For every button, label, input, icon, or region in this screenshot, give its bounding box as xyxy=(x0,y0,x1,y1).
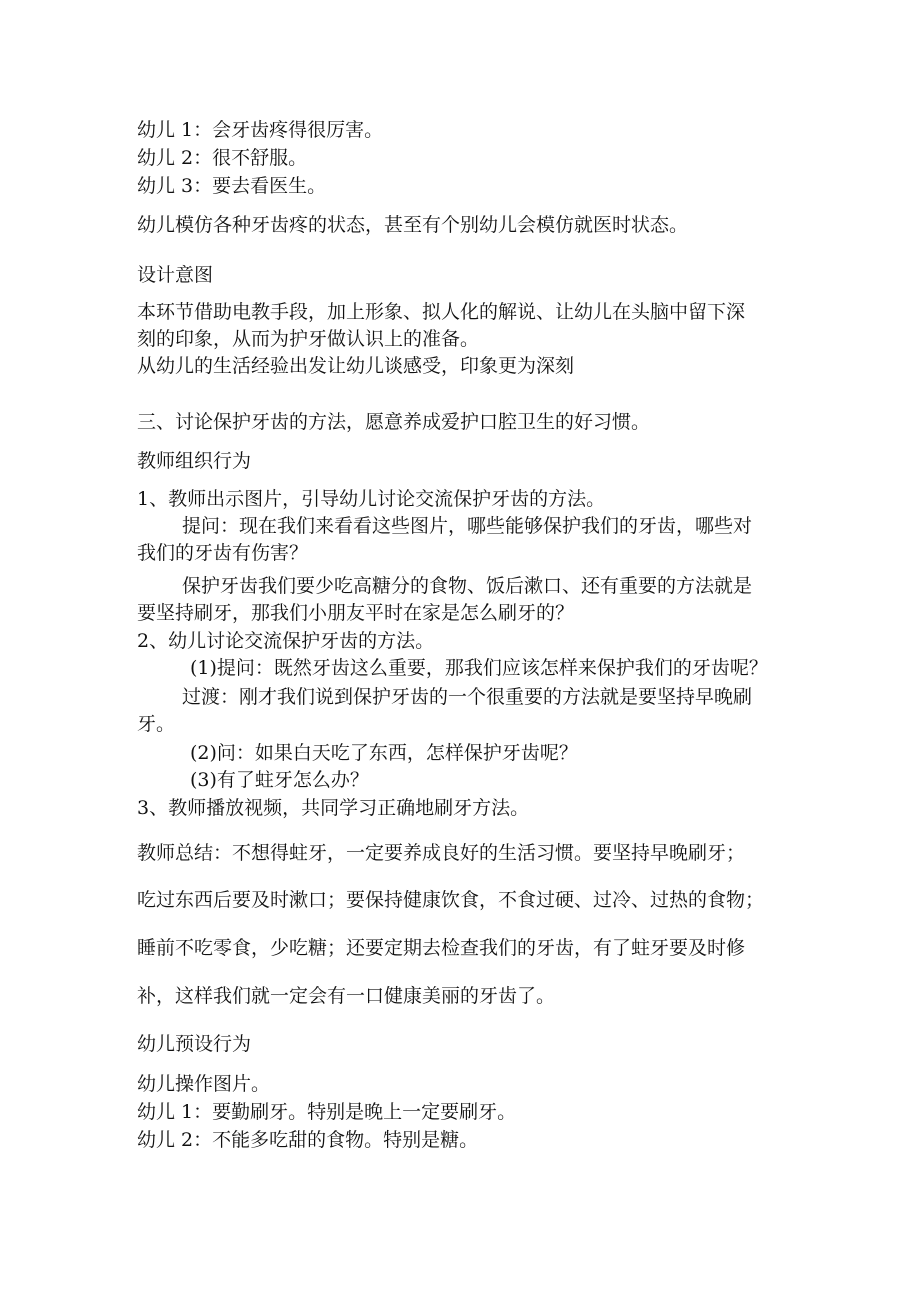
design-intent-line-1: 本环节借助电教手段，加上形象、拟人化的解说、让幼儿在头脑中留下深 xyxy=(137,301,746,323)
transition-line-2: 牙。 xyxy=(137,713,176,735)
design-intent-heading: 设计意图 xyxy=(137,264,214,286)
step-2: 2、幼儿讨论交流保护牙齿的方法。 xyxy=(137,630,435,652)
children-imitation-note: 幼儿模仿各种牙齿疼的状态，甚至有个别幼儿会模仿就医时状态。 xyxy=(137,214,689,236)
sub-question-2: (2)问：如果白天吃了东西，怎样保护牙齿呢？ xyxy=(190,742,578,764)
step-3: 3、教师播放视频，共同学习正确地刷牙方法。 xyxy=(137,797,530,819)
teacher-summary-line-3: 睡前不吃零食，少吃糖；还要定期去检查我们的牙齿，有了蛀牙要及时修 xyxy=(137,937,746,959)
question-line-1: 提问：现在我们来看看这些图片，哪些能够保护我们的牙齿，哪些对 xyxy=(182,515,753,537)
design-intent-line-3: 从幼儿的生活经验出发让幼儿谈感受，印象更为深刻 xyxy=(137,355,575,377)
child-1-response: 幼儿 1：会牙齿疼得很厉害。 xyxy=(137,119,384,141)
design-intent-line-2: 刻的印象，从而为护牙做认识上的准备。 xyxy=(137,328,480,350)
children-preset-heading: 幼儿预设行为 xyxy=(137,1033,252,1055)
protect-teeth-line-1: 保护牙齿我们要少吃高糖分的食物、饭后漱口、还有重要的方法就是 xyxy=(182,575,753,597)
children-operate-pictures: 幼儿操作图片。 xyxy=(137,1073,271,1095)
child-3-response: 幼儿 3：要去看医生。 xyxy=(137,175,327,197)
step-1: 1、教师出示图片，引导幼儿讨论交流保护牙齿的方法。 xyxy=(137,488,606,510)
question-line-2: 我们的牙齿有伤害？ xyxy=(137,542,309,564)
sub-question-3: (3)有了蛀牙怎么办？ xyxy=(190,769,369,791)
child-2-response: 幼儿 2：很不舒服。 xyxy=(137,147,308,169)
child-2-answer: 幼儿 2：不能多吃甜的食物。特别是糖。 xyxy=(137,1129,479,1151)
transition-line-1: 过渡：刚才我们说到保护牙齿的一个很重要的方法就是要坚持早晚刷 xyxy=(182,686,753,708)
teacher-behavior-heading: 教师组织行为 xyxy=(137,450,252,472)
section-three-heading: 三、讨论保护牙齿的方法，愿意养成爱护口腔卫生的好习惯。 xyxy=(137,411,651,433)
sub-question-1: (1)提问：既然牙齿这么重要，那我们应该怎样来保护我们的牙齿呢？ xyxy=(190,657,768,679)
teacher-summary-line-2: 吃过东西后要及时漱口；要保持健康饮食，不食过硬、过冷、过热的食物； xyxy=(137,889,765,911)
teacher-summary-line-4: 补，这样我们就一定会有一口健康美丽的牙齿了。 xyxy=(137,985,556,1007)
teacher-summary-line-1: 教师总结：不想得蛀牙，一定要养成良好的生活习惯。要坚持早晚刷牙； xyxy=(137,842,746,864)
protect-teeth-line-2: 要坚持刷牙，那我们小朋友平时在家是怎么刷牙的？ xyxy=(137,602,575,624)
child-1-answer: 幼儿 1：要勤刷牙。特别是晚上一定要刷牙。 xyxy=(137,1101,517,1123)
